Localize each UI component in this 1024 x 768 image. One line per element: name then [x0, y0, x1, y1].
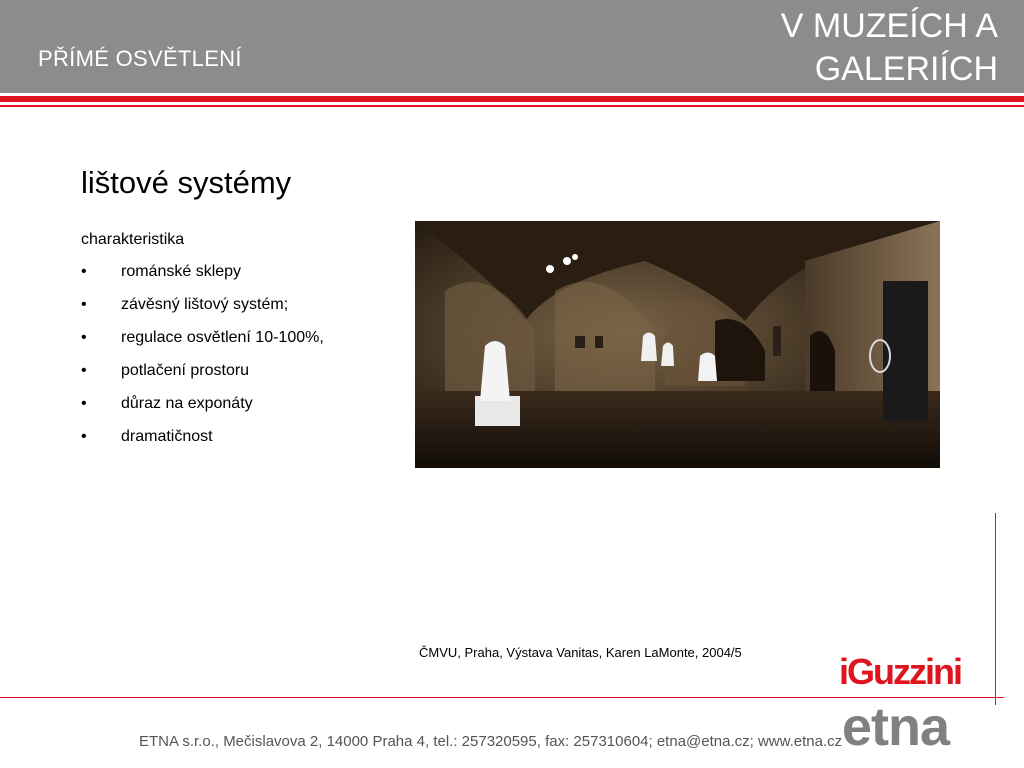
characteristics-label: charakteristika: [81, 231, 185, 248]
section-title: PŘÍMÉ OSVĚTLENÍ: [38, 46, 242, 71]
list-item-text: románské sklepy: [121, 263, 242, 280]
list-item-text: důraz na exponáty: [121, 395, 253, 412]
photo-caption: ČMVU, Praha, Výstava Vanitas, Karen LaMonte, 2004/5: [419, 645, 742, 660]
footer-contact: ETNA s.r.o., Mečislavova 2, 14000 Praha 4, tel.: 257320595, fax: 257310604; etna@etna.cz; www.etna.cz: [139, 733, 843, 750]
gallery-photo: [415, 221, 940, 468]
bullet-icon: •: [81, 395, 87, 412]
list-item-text: závěsný lištový systém;: [121, 296, 289, 313]
slide-title: [678, 5, 998, 91]
iguzzini-logo: iGuzzini: [839, 651, 961, 692]
list-item-text: dramatičnost: [121, 428, 213, 445]
header-bar: [0, 0, 1024, 93]
vertical-divider: [995, 513, 996, 705]
slide-title-line-1: V MUZEÍCH A: [780, 7, 998, 45]
bullet-icon: •: [81, 263, 87, 280]
header-divider-red-thin: [0, 105, 1024, 107]
bullet-icon: •: [81, 428, 87, 445]
bullet-icon: •: [81, 362, 87, 379]
etna-logo: etna: [842, 697, 950, 757]
bullet-icon: •: [81, 296, 87, 313]
content-heading: lištové systémy: [81, 165, 292, 200]
bullet-icon: •: [81, 329, 87, 346]
list-item-text: potlačení prostoru: [121, 362, 250, 379]
slide-title-line-2: GALERIÍCH: [814, 50, 998, 88]
list-item-text: regulace osvětlení 10-100%,: [121, 329, 324, 346]
